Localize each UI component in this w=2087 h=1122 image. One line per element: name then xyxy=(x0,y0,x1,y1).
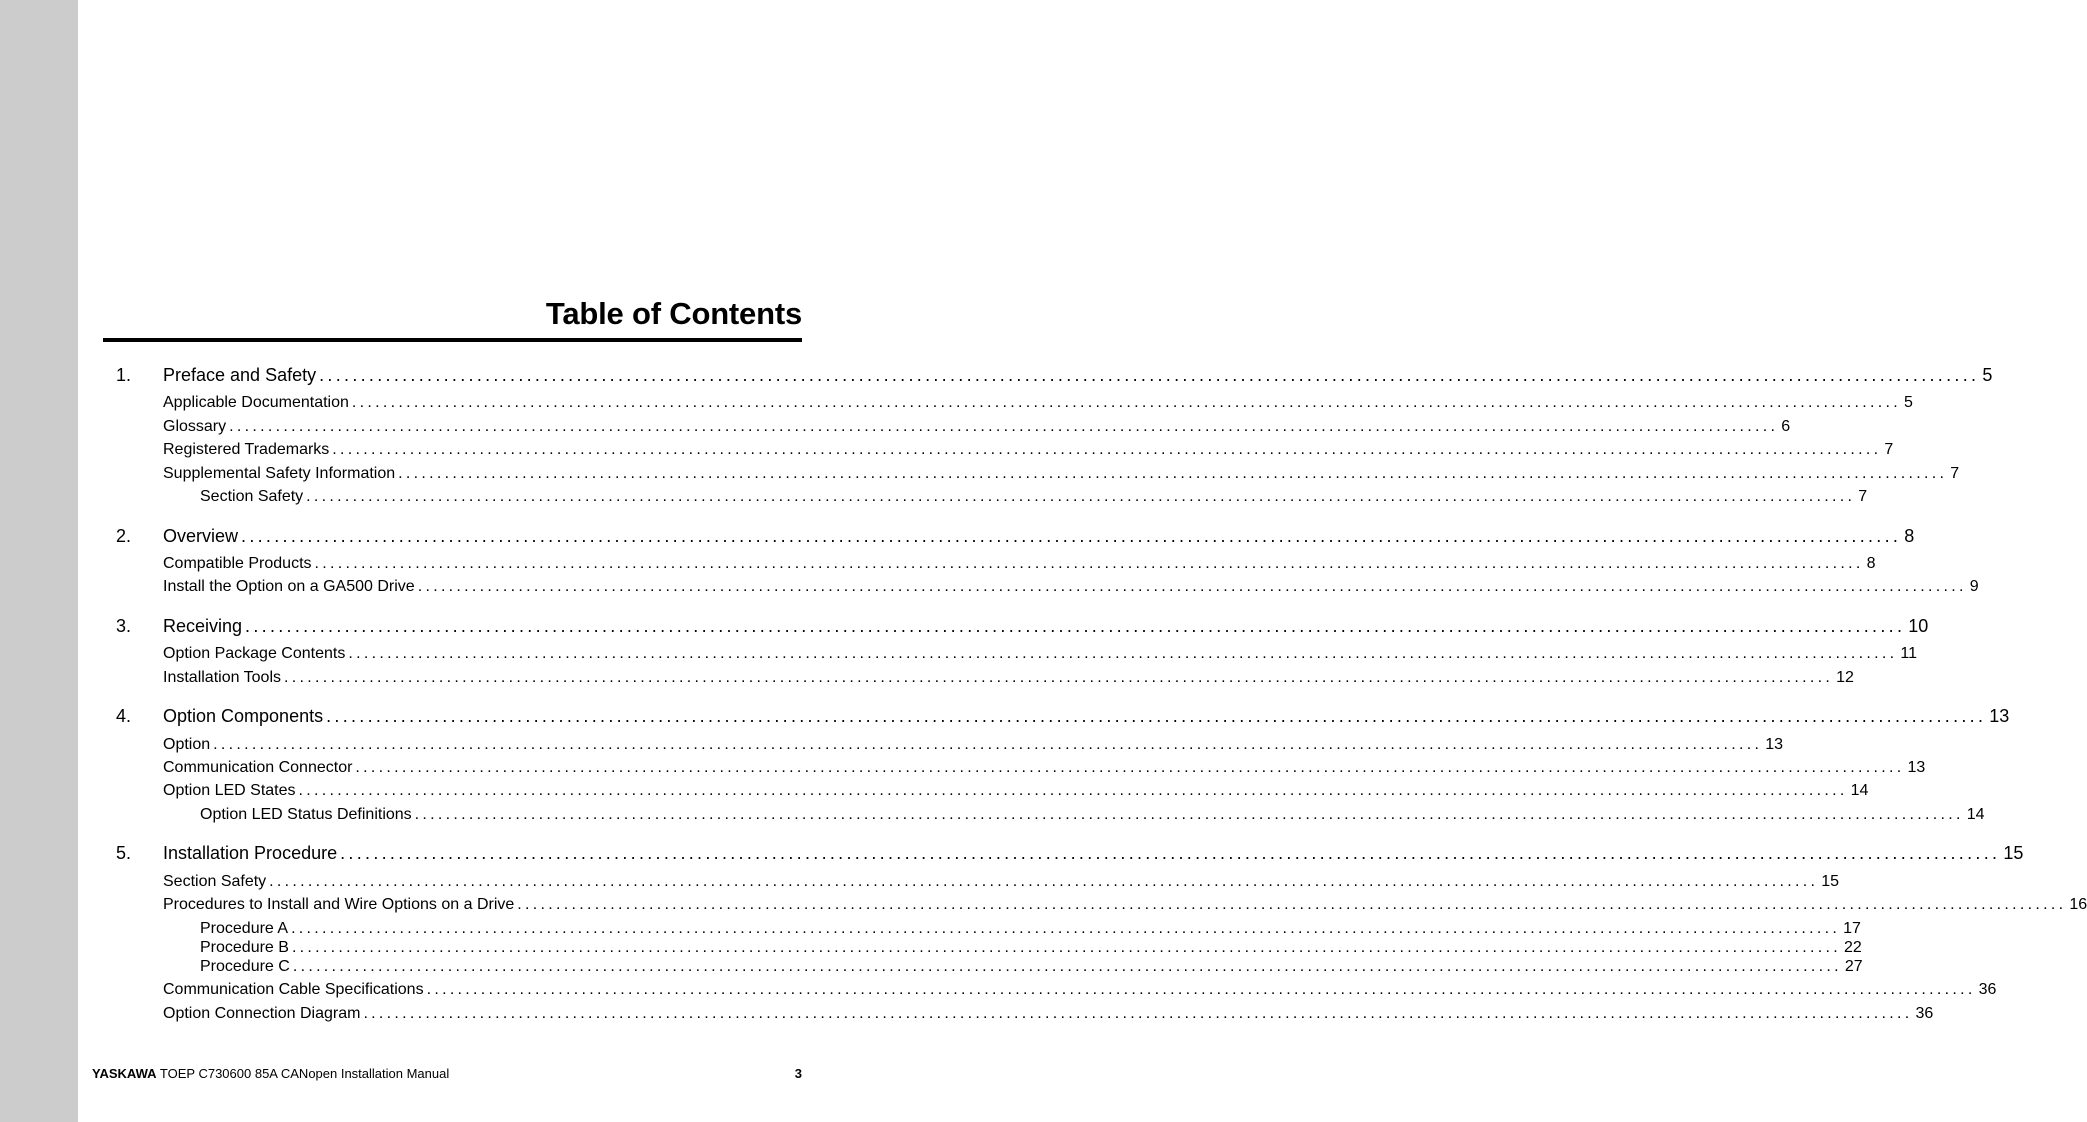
toc-page-number: 36 xyxy=(1978,981,1997,998)
toc-entry-label: Procedure B xyxy=(200,939,289,956)
toc-subsection-entry[interactable] xyxy=(0,806,1985,824)
toc-entry-label: Procedures to Install and Wire Options on a Drive xyxy=(163,896,515,913)
toc-chapter-entry[interactable] xyxy=(0,526,1915,547)
toc-section-entry[interactable] xyxy=(0,669,1854,687)
toc-entry-label: Procedure A xyxy=(200,920,289,937)
toc-page-number: 14 xyxy=(1850,782,1869,799)
toc-page-number: 5 xyxy=(1903,394,1913,411)
toc-section-entry[interactable] xyxy=(0,873,1840,891)
toc-entry-label: Install the Option on a GA500 Drive xyxy=(163,578,415,595)
toc-entry-label: Communication Cable Specifications xyxy=(163,981,424,998)
toc-dot-leader: ........................................................................................................................................................................................................ xyxy=(351,394,1901,411)
toc-page-number: 14 xyxy=(1966,806,1985,823)
toc-page-number: 13 xyxy=(1765,736,1783,753)
toc-page-number: 27 xyxy=(1844,958,1863,975)
toc-entry-label: Option Components xyxy=(163,706,324,726)
toc-chapter-entry[interactable] xyxy=(0,616,1929,637)
toc-entry-label: Option LED States xyxy=(163,782,296,799)
toc-dot-leader: ........................................................................................................................................................................................................ xyxy=(348,645,1898,662)
toc-dot-leader: ........................................................................................................................................................................................................ xyxy=(291,920,1841,937)
footer-document-title xyxy=(92,1066,449,1081)
toc-page-number: 5 xyxy=(1982,365,1993,385)
toc-section-entry[interactable] xyxy=(0,782,1869,800)
toc-section-entry[interactable] xyxy=(0,645,1918,663)
page-title: Table of Contents xyxy=(545,296,802,331)
toc-chapter-number: 5. xyxy=(116,843,132,863)
toc-section-entry[interactable] xyxy=(0,555,1876,573)
toc-section-entry[interactable] xyxy=(0,578,1979,596)
toc-dot-leader: ........................................................................................................................................................................................................ xyxy=(213,736,1763,753)
toc-section-entry[interactable] xyxy=(0,981,1997,999)
toc-page-number: 12 xyxy=(1836,669,1854,686)
toc-page-number: 36 xyxy=(1915,1005,1934,1022)
toc-entry-label: Communication Connector xyxy=(163,759,353,776)
toc-entry-label: Section Safety xyxy=(200,488,304,505)
toc-section-entry[interactable] xyxy=(0,418,1791,436)
toc-entry-label: Option xyxy=(163,736,211,753)
footer-doc-name: TOEP C730600 85A CANopen Installation Manual xyxy=(156,1066,450,1081)
toc-page-number: 11 xyxy=(1900,645,1918,662)
toc-entry-label: Overview xyxy=(163,526,239,546)
page-footer xyxy=(92,1066,802,1081)
toc-section-entry[interactable] xyxy=(0,896,2087,914)
toc-dot-leader: ........................................................................................................................................................................................................ xyxy=(326,706,1987,726)
toc-entry-label: Procedure C xyxy=(200,958,290,975)
toc-dot-leader: ........................................................................................................................................................................................................ xyxy=(363,1005,1913,1022)
toc-entry-label: Option LED Status Definitions xyxy=(200,806,412,823)
toc-entry-label: Applicable Documentation xyxy=(163,394,349,411)
toc-dot-leader: ........................................................................................................................................................................................................ xyxy=(291,939,1841,956)
toc-entry-label: Receiving xyxy=(163,616,243,636)
toc-dot-leader: ........................................................................................................................................................................................................ xyxy=(417,578,1967,595)
toc-entry-label: Glossary xyxy=(163,418,227,435)
toc-entry-label: Preface and Safety xyxy=(163,365,317,385)
toc-chapter-number: 2. xyxy=(116,526,132,546)
toc-subsection-entry[interactable] xyxy=(0,939,1862,957)
toc-dot-leader: ........................................................................................................................................................................................................ xyxy=(292,958,1842,975)
toc-dot-leader: ........................................................................................................................................................................................................ xyxy=(332,441,1882,458)
toc-page-number: 15 xyxy=(1821,873,1840,890)
toc-dot-leader: ........................................................................................................................................................................................................ xyxy=(314,555,1864,572)
toc-section-entry[interactable] xyxy=(0,759,1926,777)
toc-subsection-entry[interactable] xyxy=(0,920,1861,938)
toc-dot-leader: ........................................................................................................................................................................................................ xyxy=(398,465,1948,482)
toc-dot-leader: ........................................................................................................................................................................................................ xyxy=(414,806,1964,823)
toc-entry-label: Option Package Contents xyxy=(163,645,346,662)
footer-page-number: 3 xyxy=(794,1066,802,1081)
toc-dot-leader: ........................................................................................................................................................................................................ xyxy=(517,896,2067,913)
toc-subsection-entry[interactable] xyxy=(0,958,1863,976)
toc-dot-leader: ........................................................................................................................................................................................................ xyxy=(355,759,1905,776)
toc-entry-label: Installation Tools xyxy=(163,669,281,686)
toc-entry-label: Section Safety xyxy=(163,873,267,890)
toc-page-number: 7 xyxy=(1858,488,1868,505)
toc-page-number: 8 xyxy=(1904,526,1915,546)
toc-page-number: 16 xyxy=(2069,896,2087,913)
toc-dot-leader: ........................................................................................................................................................................................................ xyxy=(284,669,1834,686)
toc-dot-leader: ........................................................................................................................................................................................................ xyxy=(229,418,1779,435)
toc-chapter-number: 1. xyxy=(116,365,132,385)
toc-entry-label: Supplemental Safety Information xyxy=(163,465,396,482)
toc-page-number: 13 xyxy=(1907,759,1926,776)
toc-section-entry[interactable] xyxy=(0,1005,1934,1023)
toc-dot-leader: ........................................................................................................................................................................................................ xyxy=(298,782,1848,799)
toc-page-number: 15 xyxy=(2003,843,2024,863)
toc-entry-label: Registered Trademarks xyxy=(163,441,330,458)
toc-page-number: 10 xyxy=(1908,616,1929,636)
toc-dot-leader: ........................................................................................................................................................................................................ xyxy=(426,981,1976,998)
toc-dot-leader: ........................................................................................................................................................................................................ xyxy=(269,873,1819,890)
toc-section-entry[interactable] xyxy=(0,441,1894,459)
toc-section-entry[interactable] xyxy=(0,394,1913,412)
toc-entry-label: Compatible Products xyxy=(163,555,312,572)
toc-chapter-entry[interactable] xyxy=(0,706,2010,727)
toc-dot-leader: ........................................................................................................................................................................................................ xyxy=(306,488,1856,505)
toc-dot-leader: ........................................................................................................................................................................................................ xyxy=(319,365,1980,385)
toc-page-number: 7 xyxy=(1884,441,1894,458)
toc-page-number: 8 xyxy=(1866,555,1876,572)
toc-section-entry[interactable] xyxy=(0,736,1783,754)
toc-chapter-number: 3. xyxy=(116,616,132,636)
toc-chapter-number: 4. xyxy=(116,706,132,726)
toc-page-number: 9 xyxy=(1969,578,1979,595)
toc-chapter-entry[interactable] xyxy=(0,843,2024,864)
toc-dot-leader: ........................................................................................................................................................................................................ xyxy=(245,616,1906,636)
toc-entry-label: Installation Procedure xyxy=(163,843,338,863)
toc-entry-label: Option Connection Diagram xyxy=(163,1005,361,1022)
toc-page-number: 7 xyxy=(1950,465,1960,482)
toc-page-number: 22 xyxy=(1844,939,1862,956)
toc-page-number: 17 xyxy=(1843,920,1861,937)
toc-chapter-entry[interactable] xyxy=(0,365,1993,386)
toc-subsection-entry[interactable] xyxy=(0,488,1868,506)
toc-dot-leader: ........................................................................................................................................................................................................ xyxy=(340,843,2001,863)
footer-brand: YASKAWA xyxy=(92,1066,157,1081)
toc-section-entry[interactable] xyxy=(0,465,1960,483)
toc-page-number: 13 xyxy=(1989,706,2010,726)
toc-page-number: 6 xyxy=(1781,418,1791,435)
toc-dot-leader: ........................................................................................................................................................................................................ xyxy=(241,526,1902,546)
